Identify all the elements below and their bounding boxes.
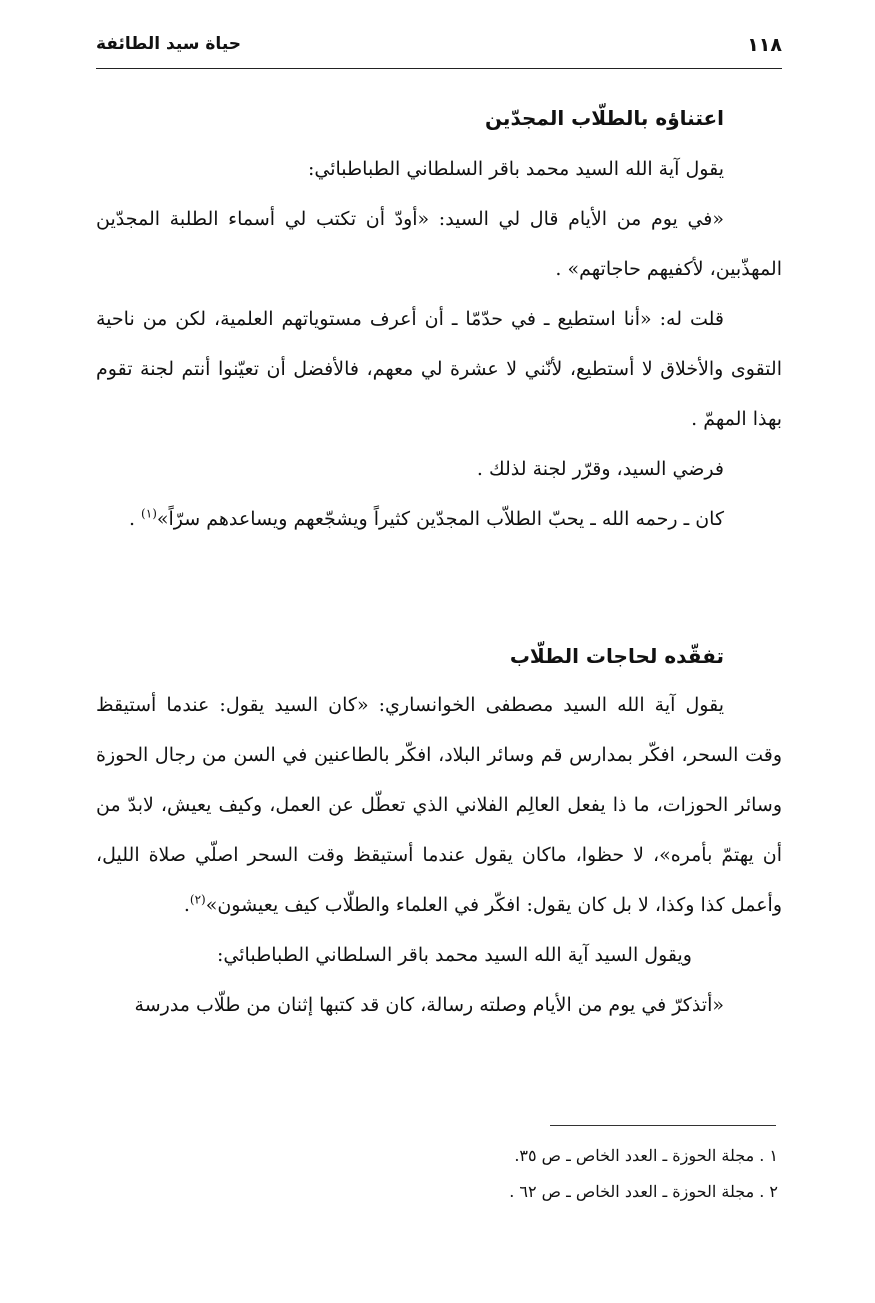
page-number: ١١٨: [747, 34, 782, 56]
section-title: تفقّده لحاجات الطلّاب: [509, 644, 724, 668]
paragraph: «أتذكرّ في يوم من الأيام وصلته رسالة، كان قد كتبها إثنان من طلّاب مدرسة: [134, 994, 724, 1016]
footnote-ref: (٢): [189, 892, 206, 907]
paragraph-tail: .: [183, 894, 190, 916]
section-title: اعتناؤه بالطلّاب المجدّين: [484, 106, 724, 130]
footnote-ref: (١): [141, 506, 157, 521]
paragraph: [96, 494, 782, 544]
paragraph: [96, 680, 782, 930]
paragraph: ويقول السيد آية الله السيد محمد باقر السلطاني الطباطبائي:: [217, 944, 692, 966]
section-students-care: [96, 100, 782, 544]
footnote-rule: [550, 1125, 776, 1126]
paragraph: يقول آية الله السيد محمد باقر السلطاني الطباطبائي:: [307, 158, 724, 180]
running-title: حياة سيد الطائفة: [96, 34, 242, 54]
paragraph: قلت له: «أنا استطيع ـ في حدّمّا ـ أن أعرف مستوياتهم العلمية، لكن من ناحية التقوى والأخلاق لا أستطيع، لأنّني لا عشرة لي معهم، فالأفضل أن تعيّنوا أنتم لجنة تقوم بهذا المهمّ .: [96, 308, 782, 430]
page-header: [96, 30, 782, 64]
paragraph-text: كان ـ رحمه الله ـ يحبّ الطلاّب المجدّين كثيراً ويشجّعهم ويساعدهم سرّاً»: [156, 508, 724, 530]
footnotes: [96, 1138, 782, 1210]
footnote: ١ . مجلة الحوزة ـ العدد الخاص ـ ص ٣٥.: [514, 1146, 778, 1165]
section-students-needs: [96, 638, 782, 1030]
header-rule: [96, 68, 782, 69]
paragraph-tail: .: [128, 508, 142, 530]
footnote: ٢ . مجلة الحوزة ـ العدد الخاص ـ ص ٦٢ .: [509, 1182, 778, 1201]
paragraph-text: يقول آية الله السيد مصطفى الخوانساري: «كان السيد يقول: عندما أستيقظ وقت السحر، افكّر بمدارس قم وسائر البلاد، افكّر بالطاعنين في السن من رجال الحوزة وسائر الحوزات، ما ذا يفعل العالِم الفلاني الذي تعطّل عن العمل، وكيف يعيش، لابدّ من أن يهتمّ بأمره»، لا حظوا، ماكان يقول عندما أستيقظ وقت السحر اصلّي صلاة الليل، وأعمل كذا وكذا، لا بل كان يقول: افكّر في العلماء والطلّاب كيف يعيشون»: [96, 694, 782, 916]
paragraph: فرضي السيد، وقرّر لجنة لذلك .: [476, 458, 724, 480]
paragraph: «في يوم من الأيام قال لي السيد: «أودّ أن تكتب لي أسماء الطلبة المجدّين المهذّبين، لأكفيهم حاجاتهم» .: [96, 208, 782, 280]
